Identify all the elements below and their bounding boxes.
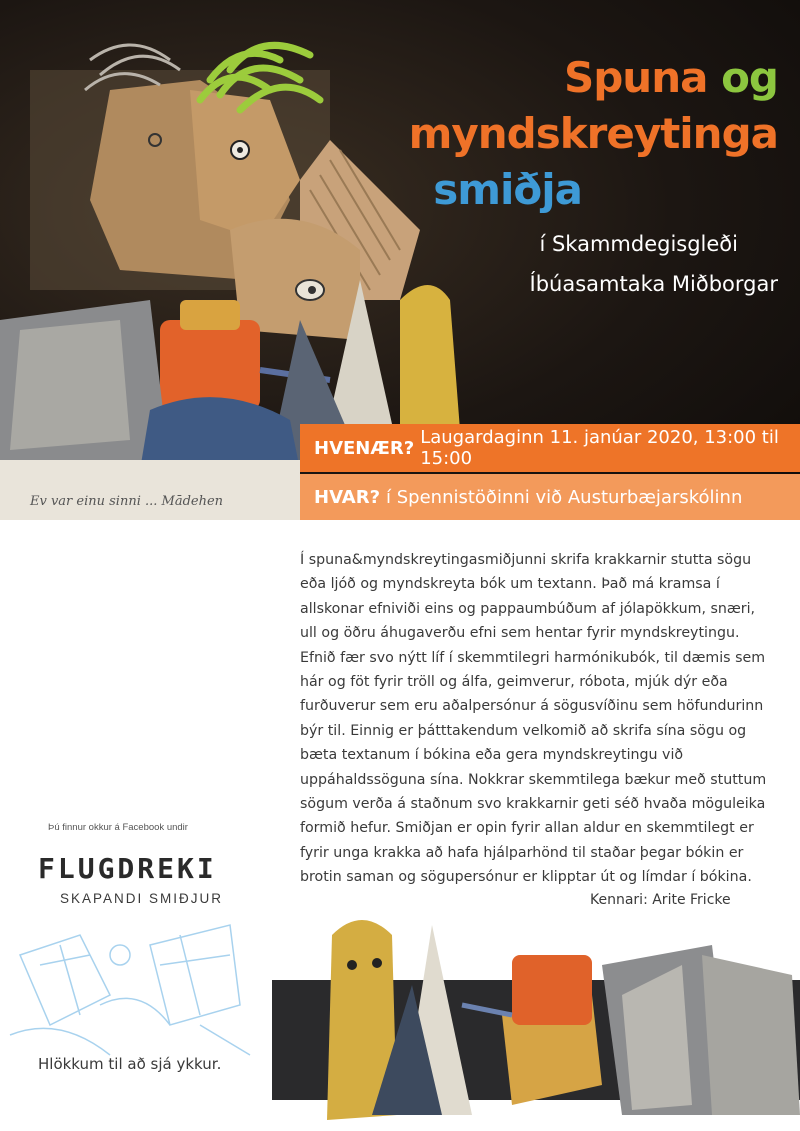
teacher-credit: Kennari: Arite Fricke [590, 892, 731, 908]
when-banner [300, 424, 800, 472]
bottom-puppets-illustration [272, 905, 800, 1131]
facebook-note: Þú finnur okkur á Facebook undir [48, 822, 188, 833]
title-word-og: og [721, 53, 778, 102]
logo-tagline: SKAPANDI SMIÐJUR [60, 891, 224, 906]
where-banner [300, 474, 800, 520]
when-value: Laugardaginn 11. janúar 2020, 13:00 til 15:00 [420, 427, 779, 469]
subtitle-line-1: í Skammdegisgleði [539, 232, 738, 256]
flugdreki-logo: FLUGDREKI [38, 852, 217, 885]
poster-subtitle [530, 224, 778, 304]
poster-title [409, 50, 778, 218]
when-label: HVENÆR? [314, 437, 415, 459]
where-label: HVAR? [314, 486, 381, 508]
closing-text: Hlökkum til að sjá ykkur. [38, 1055, 222, 1073]
where-value: í Spennistöðinni við Austurbæjarskólinn [386, 486, 743, 508]
description-paragraph: Í spuna&myndskreytingasmiðjunni skrifa krakkarnir stutta sögu eða ljóð og myndskreyta bók um textann. Það má kramsa í allskonar efniviði eins og pappaumbúðum af jólapökkum, snæri, ull og öðru áhugaverðu efni sem hentar fyrir myndskreytingu. Efnið fær svo nýtt líf í skemmtilegri harmónikubók, til dæmis sem hár og föt fyrir tröll og álfa, geimverur, róbota, mjúk dýr eða furðuverur sem eru aðalpersónur á sögusvíðinu sem höfundurinn býr til. Einnig er þátttakendum velkomið að skrifa sína sögu og bæta textanum í bókina eða gera myndskreytingu við uppáhaldssöguna sína. Nokkrar skemmtilega bækur með stuttum sögum verða á staðnum svo krakkarnir geti séð hvaða möguleika formið hefur. Smiðjan er opin fyrir allan aldur en skemmtilegt er fyrir unga krakka að hafa hjálparhönd til staðar þegar bókin er brotin saman og sögupersónur er klipptar út og límdar í bókina. [300, 552, 767, 886]
title-line-smidja: smiðja [433, 165, 582, 214]
subtitle-line-2: Íbúasamtaka Miðborgar [529, 272, 778, 296]
svg-text:Ev var einu sinni ... Mādehen: Ev var einu sinni ... Mādehen [30, 494, 224, 509]
kite-sketch-illustration [0, 915, 260, 1065]
title-word-spuna: Spuna [563, 53, 708, 102]
title-line-myndskreytinga: myndskreytinga [408, 109, 778, 158]
